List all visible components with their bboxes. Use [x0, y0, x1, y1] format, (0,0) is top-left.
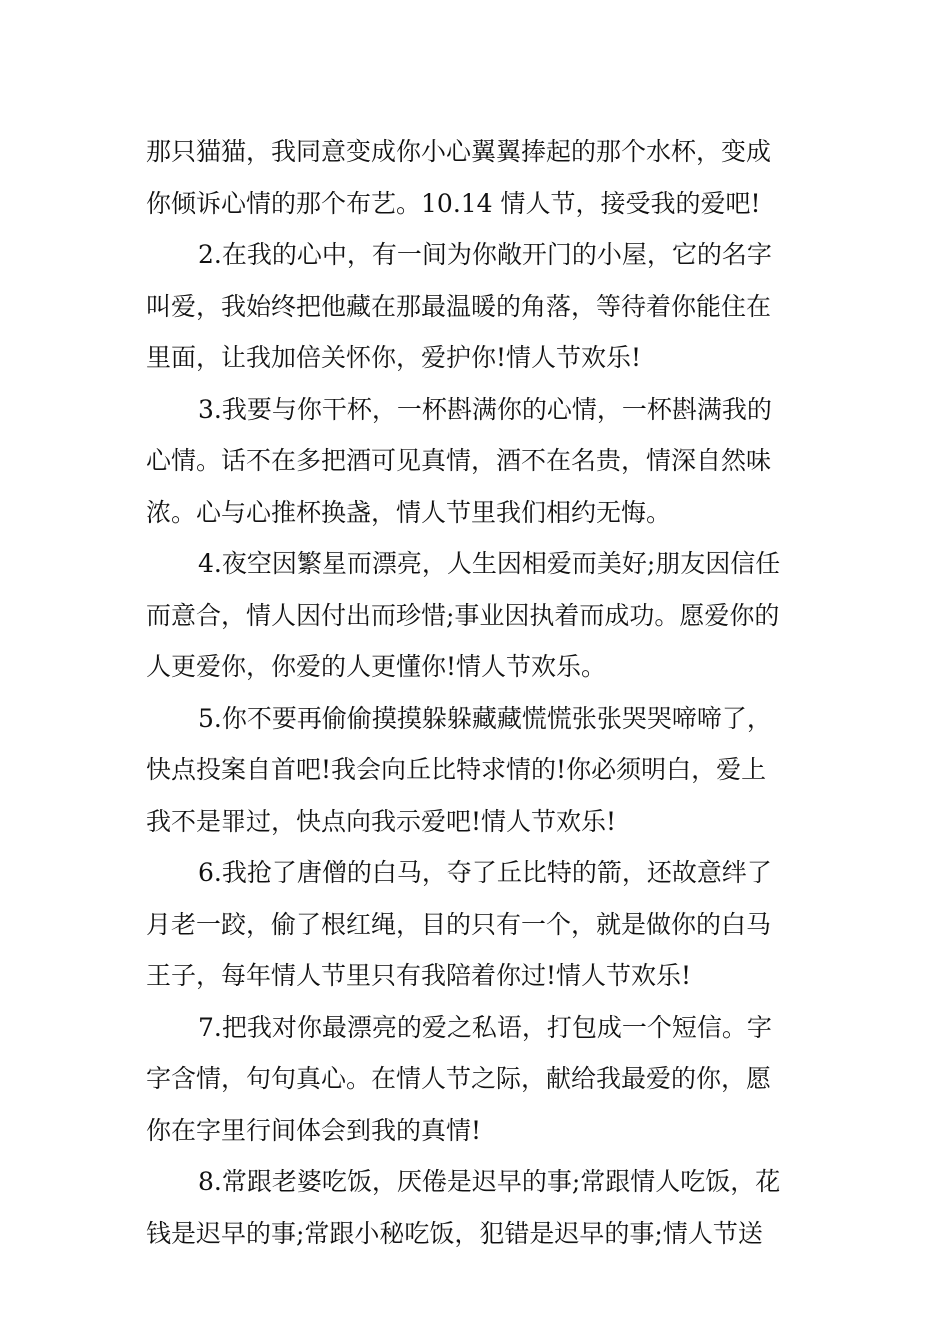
text-line: 字含情，句句真心。在情人节之际，献给我最爱的你，愿 [146, 1064, 772, 1093]
text-line: 那只猫猫，我同意变成你小心翼翼捧起的那个水杯，变成 [146, 137, 772, 166]
text-line: 浓。心与心推杯换盏，情人节里我们相约无悔。 [146, 497, 672, 527]
paragraph-3-start: 3.我要与你干杯，一杯斟满你的心情，一杯斟满我的 [198, 394, 772, 424]
paragraph-4-start: 4.夜空因繁星而漂亮，人生因相爱而美好;朋友因信任 [198, 549, 781, 578]
text-line: 月老一跤，偷了根红绳，目的只有一个，就是做你的白马 [146, 909, 772, 939]
text-line: 钱是迟早的事;常跟小秘吃饭，犯错是迟早的事;情人节送 [146, 1218, 763, 1248]
paragraph-6-start: 6.我抢了唐僧的白马，夺了丘比特的箭，还故意绊了 [198, 858, 772, 887]
paragraph-8-start: 8.常跟老婆吃饭，厌倦是迟早的事;常跟情人吃饭，花 [198, 1167, 781, 1196]
text-line: 人更爱你，你爱的人更懂你!情人节欢乐。 [146, 652, 607, 681]
text-line: 我不是罪过，快点向我示爱吧!情人节欢乐! [146, 806, 617, 836]
paragraph-5-start: 5.你不要再偷偷摸摸躲躲藏藏慌慌张张哭哭啼啼了， [198, 703, 772, 733]
paragraph-2-start: 2.在我的心中，有一间为你敞开门的小屋，它的名字 [198, 240, 772, 269]
text-line: 而意合，情人因付出而珍惜;事业因执着而成功。愿爱你的 [146, 600, 780, 630]
text-line: 王子，每年情人节里只有我陪着你过!情人节欢乐! [146, 961, 692, 990]
text-line: 你倾诉心情的那个布艺。10.14 情人节，接受我的爱吧! [146, 188, 761, 218]
text-line: 你在字里行间体会到我的真情! [146, 1115, 482, 1145]
text-line: 快点投案自首吧!我会向丘比特求情的!你必须明白，爱上 [146, 755, 767, 784]
document-body [146, 126, 808, 1259]
text-line: 叫爱，我始终把他藏在那最温暖的角落，等待着你能住在 [146, 291, 772, 321]
text-line: 心情。话不在多把酒可见真情，酒不在名贵，情深自然味 [146, 446, 772, 475]
text-line: 里面，让我加倍关怀你，爱护你!情人节欢乐! [146, 343, 642, 372]
paragraph-7-start: 7.把我对你最漂亮的爱之私语，打包成一个短信。字 [198, 1012, 772, 1042]
